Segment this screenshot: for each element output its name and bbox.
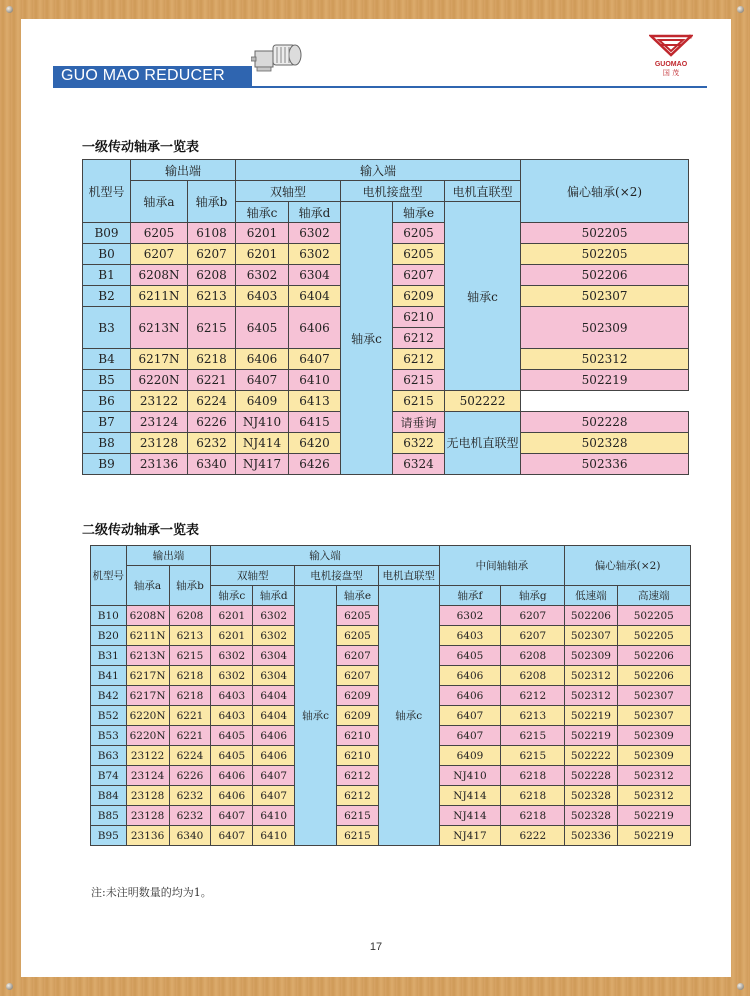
gear-motor-icon <box>251 31 307 77</box>
header-model: 机型号 <box>83 160 131 223</box>
bearing-a-cell: 23136 <box>126 826 169 846</box>
model-cell: B0 <box>83 244 131 265</box>
bearing-d-cell: 6404 <box>253 686 295 706</box>
header-intermediate: 中间轴轴承 <box>439 546 565 586</box>
nail-bottom-right <box>737 983 744 990</box>
bearing-c-cell: 6201 <box>211 606 253 626</box>
brand-header: GUO MAO REDUCER <box>53 66 252 86</box>
model-cell: B2 <box>83 286 131 307</box>
bearing-e-cell: 6209 <box>393 286 445 307</box>
bearing-c-cell: 6403 <box>211 706 253 726</box>
low-speed-cell: 502328 <box>565 806 617 826</box>
bearing-f-cell: 6409 <box>439 746 501 766</box>
bearing-d-cell: 6406 <box>289 307 341 349</box>
bearing-b-cell: 6213 <box>188 286 236 307</box>
bearing-d-cell: 6406 <box>253 746 295 766</box>
model-cell: B85 <box>91 806 127 826</box>
bearing-b-cell: 6224 <box>169 746 211 766</box>
header-line <box>53 86 707 88</box>
header-direct: 电机直联型 <box>445 181 521 202</box>
bearing-c-cell: 6405 <box>236 307 289 349</box>
model-cell: B1 <box>83 265 131 286</box>
bearing-f-cell: 6406 <box>439 686 501 706</box>
model-cell: B7 <box>83 412 131 433</box>
bearing-c-cell: NJ410 <box>236 412 289 433</box>
header-bearing-f: 轴承f <box>439 586 501 606</box>
bearing-b-cell: 6208 <box>188 265 236 286</box>
low-speed-cell: 502312 <box>565 666 617 686</box>
header-high-speed: 高速端 <box>617 586 690 606</box>
bearing-b-cell: 6226 <box>169 766 211 786</box>
high-speed-cell: 502307 <box>617 686 690 706</box>
bearing-e-cell: 6207 <box>393 265 445 286</box>
bearing-c-cell: 6407 <box>236 370 289 391</box>
bearing-f-cell: 6403 <box>439 626 501 646</box>
model-cell: B74 <box>91 766 127 786</box>
bearing-c-cell: 6403 <box>211 686 253 706</box>
high-speed-cell: 502312 <box>617 766 690 786</box>
bearing-a-cell: 23128 <box>131 433 188 454</box>
bearing-d-cell: 6304 <box>253 666 295 686</box>
header-double-shaft: 双轴型 <box>211 566 295 586</box>
page-number: 17 <box>369 941 383 953</box>
bearing-b-cell: 6218 <box>169 666 211 686</box>
bearing-a-cell: 6217N <box>126 666 169 686</box>
nail-bottom-left <box>6 983 13 990</box>
logo-chinese: 国 茂 <box>662 69 680 77</box>
low-speed-cell: 502228 <box>565 766 617 786</box>
bearing-a-cell: 23122 <box>126 746 169 766</box>
low-speed-cell: 502336 <box>565 826 617 846</box>
bearing-d-cell: 6410 <box>253 826 295 846</box>
bearing-a-cell: 6208N <box>131 265 188 286</box>
bearing-c-cell: 6403 <box>236 286 289 307</box>
bearing-d-cell: 6302 <box>289 223 341 244</box>
bearing-f-cell: 6405 <box>439 646 501 666</box>
low-speed-cell: 502222 <box>565 746 617 766</box>
bearing-b-cell: 6215 <box>188 307 236 349</box>
bearing-e-cell: 6205 <box>393 244 445 265</box>
bearing-d-cell: 6302 <box>253 626 295 646</box>
bearing-b-cell: 6340 <box>169 826 211 846</box>
bearing-a-cell: 6217N <box>131 349 188 370</box>
bearing-c-cell: 6201 <box>211 626 253 646</box>
bearing-e-cell: 6207 <box>337 646 379 666</box>
bearing-b-cell: 6226 <box>188 412 236 433</box>
bearing-b-cell: 6215 <box>169 646 211 666</box>
bearing-a-cell: 23124 <box>126 766 169 786</box>
table1-title: 一级传动轴承一览表 <box>82 140 200 155</box>
header-bearing-g: 轴承g <box>501 586 565 606</box>
bearing-a-cell: 6207 <box>131 244 188 265</box>
merged-direct-bearing-c: 轴承c <box>445 202 521 391</box>
logo-text: GUOMAO <box>654 61 688 68</box>
bearing-d-cell: 6426 <box>289 454 341 475</box>
model-cell: B9 <box>83 454 131 475</box>
bearing-b-cell: 6340 <box>188 454 236 475</box>
eccentric-cell: 502219 <box>521 370 689 391</box>
bearing-b-cell: 6213 <box>169 626 211 646</box>
bearing-f-cell: NJ414 <box>439 786 501 806</box>
high-speed-cell: 502312 <box>617 786 690 806</box>
bearing-c-cell: 6409 <box>236 391 289 412</box>
low-speed-cell: 502206 <box>565 606 617 626</box>
bearing-f-cell: NJ410 <box>439 766 501 786</box>
model-cell: B31 <box>91 646 127 666</box>
low-speed-cell: 502219 <box>565 706 617 726</box>
bearing-c-cell: 6302 <box>211 646 253 666</box>
model-cell: B20 <box>91 626 127 646</box>
model-cell: B63 <box>91 746 127 766</box>
bearing-g-cell: 6208 <box>501 646 565 666</box>
bearing-b-cell: 6108 <box>188 223 236 244</box>
eccentric-cell: 502309 <box>521 307 689 349</box>
eccentric-cell: 502307 <box>521 286 689 307</box>
model-cell: B10 <box>91 606 127 626</box>
bearing-f-cell: NJ414 <box>439 806 501 826</box>
bearing-d-cell: 6407 <box>289 349 341 370</box>
bearing-e-cell: 6205 <box>337 606 379 626</box>
header-input: 输入端 <box>211 546 439 566</box>
bearing-e-cell: 6212 <box>337 786 379 806</box>
eccentric-cell: 502205 <box>521 223 689 244</box>
low-speed-cell: 502219 <box>565 726 617 746</box>
eccentric-cell: 502206 <box>521 265 689 286</box>
header-output: 输出端 <box>126 546 211 566</box>
model-cell: B09 <box>83 223 131 244</box>
bearing-a-cell: 23122 <box>131 391 188 412</box>
nail-top-right <box>737 6 744 13</box>
bearing-e-cell: 6209 <box>337 706 379 726</box>
bearing-d-cell: 6302 <box>253 606 295 626</box>
model-cell: B3 <box>83 307 131 349</box>
header-low-speed: 低速端 <box>565 586 617 606</box>
bearing-g-cell: 6222 <box>501 826 565 846</box>
bearing-f-cell: 6407 <box>439 726 501 746</box>
high-speed-cell: 502219 <box>617 826 690 846</box>
high-speed-cell: 502309 <box>617 726 690 746</box>
bearing-c-cell: 6406 <box>236 349 289 370</box>
bearing-a-cell: 23136 <box>131 454 188 475</box>
bearing-c-cell: 6407 <box>211 826 253 846</box>
header-eccentric: 偏心轴承(×2) <box>565 546 691 586</box>
bearing-b-cell: 6208 <box>169 606 211 626</box>
bearing-b-cell: 6221 <box>169 726 211 746</box>
bearing-e-cell: 6215 <box>393 391 445 412</box>
bearing-g-cell: 6212 <box>501 686 565 706</box>
header-bearing-a: 轴承a <box>131 181 188 223</box>
bearing-e-cell: 6209 <box>337 686 379 706</box>
bearing-a-cell: 6217N <box>126 686 169 706</box>
bearing-d-cell: 6413 <box>289 391 341 412</box>
header-motor-flange: 电机接盘型 <box>341 181 445 202</box>
bearing-d-cell: 6404 <box>289 286 341 307</box>
bearing-d-cell: 6410 <box>253 806 295 826</box>
bearing-c-cell: 6201 <box>236 244 289 265</box>
bearing-d-cell: 6407 <box>253 786 295 806</box>
header-input: 输入端 <box>236 160 521 181</box>
bearing-e-cell: 6215 <box>393 370 445 391</box>
model-cell: B53 <box>91 726 127 746</box>
bearing-a-cell: 6213N <box>131 307 188 349</box>
bearing-g-cell: 6207 <box>501 606 565 626</box>
bearing-e-cell: 6324 <box>393 454 445 475</box>
bearing-a-cell: 6205 <box>131 223 188 244</box>
no-direct-type-cell: 无电机直联型 <box>445 412 521 475</box>
header-bearing-c: 轴承c <box>236 202 289 223</box>
header-bearing-d: 轴承d <box>289 202 341 223</box>
header-bearing-a: 轴承a <box>126 566 169 606</box>
bearing-a-cell: 6213N <box>126 646 169 666</box>
model-cell: B5 <box>83 370 131 391</box>
merged-flange-bearing-c: 轴承c <box>295 586 337 846</box>
bearing-e-cell: 6215 <box>337 806 379 826</box>
bearing-g-cell: 6218 <box>501 806 565 826</box>
bearing-c-cell: NJ417 <box>236 454 289 475</box>
high-speed-cell: 502309 <box>617 746 690 766</box>
company-logo <box>641 33 701 77</box>
bearing-b-cell: 6232 <box>169 806 211 826</box>
table2-title: 二级传动轴承一览表 <box>82 523 200 538</box>
model-cell: B95 <box>91 826 127 846</box>
header-direct: 电机直联型 <box>378 566 439 586</box>
bearing-c-cell: 6302 <box>211 666 253 686</box>
eccentric-cell: 502222 <box>445 391 521 412</box>
model-cell: B52 <box>91 706 127 726</box>
bearing-b-cell: 6221 <box>188 370 236 391</box>
bearing-e-cell: 6322 <box>393 433 445 454</box>
bearing-g-cell: 6215 <box>501 726 565 746</box>
bearing-b-cell: 6218 <box>169 686 211 706</box>
low-speed-cell: 502312 <box>565 686 617 706</box>
bearing-d-cell: 6304 <box>289 265 341 286</box>
bearing-c-cell: 6405 <box>211 726 253 746</box>
footnote: 注:未注明数量的均为1。 <box>91 886 212 899</box>
header-output: 输出端 <box>131 160 236 181</box>
high-speed-cell: 502205 <box>617 606 690 626</box>
header-bearing-e: 轴承e <box>337 586 379 606</box>
logo-registered-mark: ® <box>687 34 693 41</box>
header-bearing-d: 轴承d <box>253 586 295 606</box>
model-cell: B8 <box>83 433 131 454</box>
bearing-e-cell: 6215 <box>337 826 379 846</box>
logo-mark-icon <box>649 33 693 57</box>
bearing-c-cell: 6405 <box>211 746 253 766</box>
bearing-f-cell: 6406 <box>439 666 501 686</box>
bearing-c-cell: 6302 <box>236 265 289 286</box>
bearing-c-cell: 6201 <box>236 223 289 244</box>
eccentric-cell: 502336 <box>521 454 689 475</box>
bearing-e-cell: 请垂询 <box>393 412 445 433</box>
bearing-d-cell: 6406 <box>253 726 295 746</box>
bearing-g-cell: 6218 <box>501 786 565 806</box>
header-bearing-e: 轴承e <box>393 202 445 223</box>
bearing-g-cell: 6213 <box>501 706 565 726</box>
high-speed-cell: 502206 <box>617 666 690 686</box>
low-speed-cell: 502307 <box>565 626 617 646</box>
bearing-e-cell: 6212 <box>337 766 379 786</box>
bearing-d-cell: 6304 <box>253 646 295 666</box>
bearing-e-cell: 6210 <box>393 307 445 328</box>
bearing-a-cell: 23128 <box>126 806 169 826</box>
model-cell: B6 <box>83 391 131 412</box>
header-bearing-c: 轴承c <box>211 586 253 606</box>
bearing-b-cell: 6207 <box>188 244 236 265</box>
bearing-e-cell: 6210 <box>337 746 379 766</box>
header-double-shaft: 双轴型 <box>236 181 341 202</box>
bearing-d-cell: 6407 <box>253 766 295 786</box>
header-model: 机型号 <box>91 546 127 606</box>
bearing-e-cell: 6207 <box>337 666 379 686</box>
bearing-f-cell: 6407 <box>439 706 501 726</box>
high-speed-cell: 502206 <box>617 646 690 666</box>
header-bearing-b: 轴承b <box>169 566 211 606</box>
bearing-f-cell: NJ417 <box>439 826 501 846</box>
bearing-e-cell: 6205 <box>337 626 379 646</box>
bearing-c-cell: NJ414 <box>236 433 289 454</box>
bearing-e-cell: 6210 <box>337 726 379 746</box>
bearing-b-cell: 6232 <box>188 433 236 454</box>
double-stage-bearing-table <box>90 545 691 846</box>
single-stage-bearing-table <box>82 159 689 475</box>
bearing-e-cell: 6205 <box>393 223 445 244</box>
bearing-a-cell: 6208N <box>126 606 169 626</box>
bearing-a-cell: 6211N <box>126 626 169 646</box>
bearing-d-cell: 6415 <box>289 412 341 433</box>
low-speed-cell: 502328 <box>565 786 617 806</box>
page <box>21 19 731 977</box>
eccentric-cell: 502205 <box>521 244 689 265</box>
bearing-b-cell: 6224 <box>188 391 236 412</box>
bearing-g-cell: 6215 <box>501 746 565 766</box>
bearing-b-cell: 6218 <box>188 349 236 370</box>
high-speed-cell: 502219 <box>617 806 690 826</box>
merged-direct-bearing-c: 轴承c <box>378 586 439 846</box>
low-speed-cell: 502309 <box>565 646 617 666</box>
eccentric-cell: 502312 <box>521 349 689 370</box>
header-eccentric: 偏心轴承(×2) <box>521 160 689 223</box>
model-cell: B84 <box>91 786 127 806</box>
bearing-g-cell: 6207 <box>501 626 565 646</box>
bearing-c-cell: 6406 <box>211 786 253 806</box>
bearing-d-cell: 6404 <box>253 706 295 726</box>
bearing-d-cell: 6410 <box>289 370 341 391</box>
bearing-d-cell: 6420 <box>289 433 341 454</box>
bearing-a-cell: 6220N <box>131 370 188 391</box>
bearing-a-cell: 6220N <box>126 726 169 746</box>
bearing-b-cell: 6221 <box>169 706 211 726</box>
eccentric-cell: 502228 <box>521 412 689 433</box>
header-bearing-b: 轴承b <box>188 181 236 223</box>
merged-flange-bearing-c: 轴承c <box>341 202 393 475</box>
bearing-a-cell: 6220N <box>126 706 169 726</box>
bearing-g-cell: 6208 <box>501 666 565 686</box>
bearing-d-cell: 6302 <box>289 244 341 265</box>
bearing-a-cell: 23128 <box>126 786 169 806</box>
model-cell: B4 <box>83 349 131 370</box>
model-cell: B42 <box>91 686 127 706</box>
nail-top-left <box>6 6 13 13</box>
bearing-e-cell: 6212 <box>393 349 445 370</box>
bearing-e-cell: 6212 <box>393 328 445 349</box>
header-motor-flange: 电机接盘型 <box>295 566 379 586</box>
bearing-a-cell: 6211N <box>131 286 188 307</box>
high-speed-cell: 502307 <box>617 706 690 726</box>
bearing-c-cell: 6407 <box>211 806 253 826</box>
model-cell: B41 <box>91 666 127 686</box>
bearing-g-cell: 6218 <box>501 766 565 786</box>
bearing-a-cell: 23124 <box>131 412 188 433</box>
high-speed-cell: 502205 <box>617 626 690 646</box>
eccentric-cell: 502328 <box>521 433 689 454</box>
bearing-b-cell: 6232 <box>169 786 211 806</box>
bearing-c-cell: 6406 <box>211 766 253 786</box>
bearing-f-cell: 6302 <box>439 606 501 626</box>
